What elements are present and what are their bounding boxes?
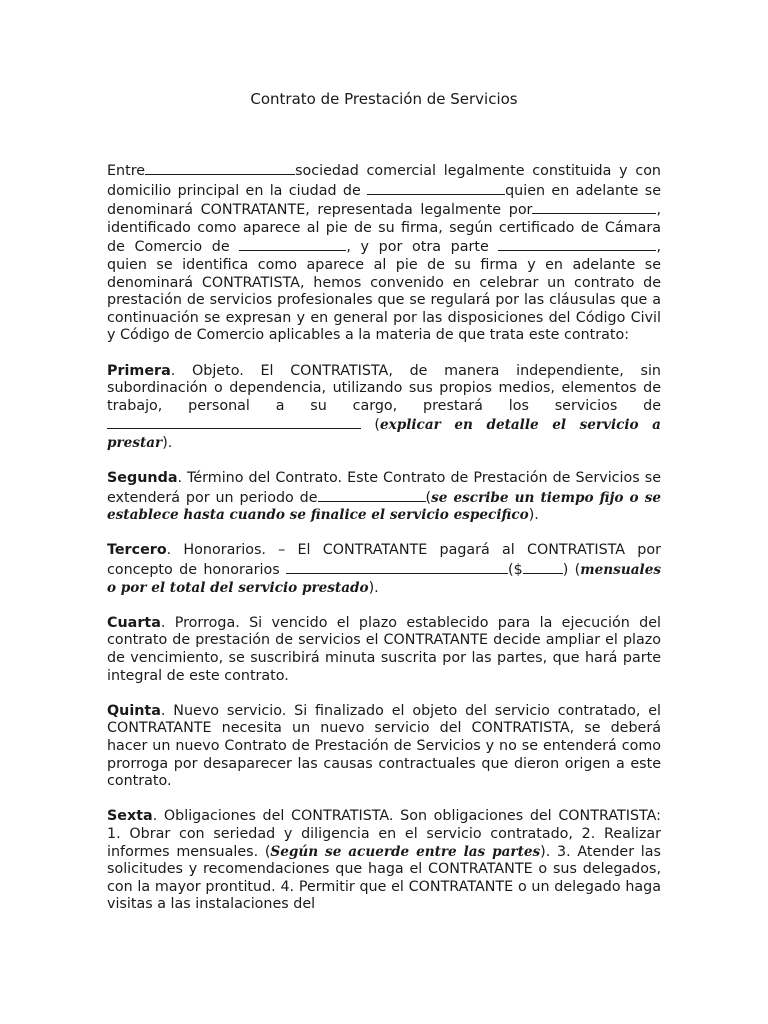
clause-primera: Primera. Objeto. El CONTRATISTA, de manera independiente, sin subordinación o dependencia, utilizando sus propios medios, elementos de trabajo, personal a su cargo, prestará los servicios de (explicar en detalle el servicio a prestar). [107, 362, 661, 451]
clause-quinta: Quinta. Nuevo servicio. Si finalizado el objeto del servicio contratado, el CONTRATANTE necesita un nuevo servicio del CONTRATISTA, se deberá hacer un nuevo Contrato de Prestación de Servicios y no se entenderá como prorroga por desaparecer las causas contractuales que dieron origen a este contrato. [107, 702, 661, 790]
clause-heading: Quinta [107, 702, 161, 719]
instruction-note: mensuales o por el total del servicio prestado [107, 562, 661, 596]
blank-period [318, 488, 426, 502]
clause-heading: Sexta [107, 808, 153, 825]
blank-chamber-of-commerce [239, 237, 346, 251]
instruction-note: Según se acuerde entre las partes [270, 843, 541, 860]
blank-fee-words [286, 560, 508, 574]
blank-service-description [107, 415, 361, 429]
clause-heading: Segunda [107, 470, 178, 487]
clause-sexta: Sexta. Obligaciones del CONTRATISTA. Son obligaciones del CONTRATISTA: 1. Obrar con seriedad y diligencia en el servicio contratado, 2. Realizar informes mensuales. (Según se acuerde entre las partes). 3. Atender las solicitudes y recomendaciones que haga el CONTRATANTE o sus delegados, con la mayor prontitud. 4. Permitir que el CONTRATANTE o un delegado haga visitas a las instalaciones del [107, 808, 661, 913]
clause-heading: Tercero [107, 542, 167, 559]
clause-segunda: Segunda. Término del Contrato. Este Contrato de Prestación de Servicios se extenderá por un periodo de (se escribe un tiempo fijo o se establece hasta cuando se finalice el servicio especifico). [107, 470, 661, 524]
clause-tercero: Tercero. Honorarios. – El CONTRATANTE pagará al CONTRATISTA por concepto de honorarios ($ ) (mensuales o por el total del servicio prestado). [107, 542, 661, 596]
document-title: Contrato de Prestación de Servicios [250, 90, 518, 108]
blank-contractor-name [498, 237, 656, 251]
instruction-note: se escribe un tiempo fijo o se establece hasta cuando se finalice el servicio especifico [107, 489, 661, 524]
blank-company-name [145, 161, 295, 175]
instruction-note: explicar en detalle el servicio a prestar [107, 417, 661, 451]
clause-cuarta: Cuarta. Prorroga. Si vencido el plazo establecido para la ejecución del contrato de prestación de servicios el CONTRATANTE decide ampliar el plazo de vencimiento, se suscribirá minuta suscrita por las partes, que hará parte integral de este contrato. [107, 614, 661, 684]
blank-legal-representative [532, 200, 656, 214]
intro-paragraph: Entre sociedad comercial legalmente constituida y con domicilio principal en la ciudad de quien en adelante se denominará CONTRATANTE, representada legalmente por , identificado como aparece al pie de su firma, según certificado de Cámara de Comercio de , y por otra parte , quien se identifica como aparece al pie de su firma y en adelante se denominará CONTRATISTA, hemos convenido en celebrar un contrato de prestación de servicios profesionales que se regulará por las cláusulas que a continuación se expresan y en general por las disposiciones del Código Civil y Código de Comercio aplicables a la materia de que trata este contrato: [107, 163, 661, 344]
blank-fee-amount [523, 560, 563, 574]
clause-heading: Cuarta [107, 614, 161, 631]
blank-city [367, 181, 505, 195]
document-body [107, 161, 661, 932]
clause-heading: Primera [107, 362, 171, 379]
